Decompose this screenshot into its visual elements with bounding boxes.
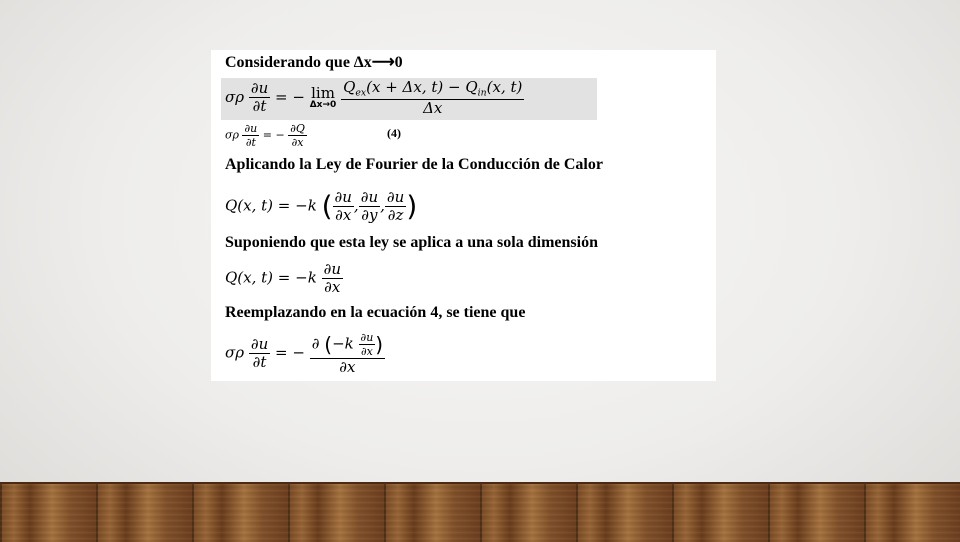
equation-4: σρ $\frac{\partial u}{\partial t}$ = − $\frac{\partial Q}{\partial x}$ [225,122,305,149]
text-fourier: Aplicando la Ley de Fourier de la Conducción de Calor [225,156,603,173]
equation-fourier-1d: Q(x, t) = −k $\frac{\partial u}{\partial x}$ [225,260,341,296]
equation-result: σρ $\frac{\partial u}{\partial t}$ = − ∂ (−k $\frac{\partial u}{\partial x}$ ) ∂x [225,331,384,376]
equation-image [211,50,716,381]
text-reemplazando: Reemplazando en la ecuación 4, se tiene que [225,304,526,321]
wooden-floor [0,482,960,542]
equation-fourier-3d: Q(x, t) = −k ( $\frac{\partial u}{\partial x}$ , $\frac{\partial u}{\partial y}$ , $\frac{\partial u}{\partial z}$ ) [225,188,418,224]
text-suponiendo: Suponiendo que esta ley se aplica a una sola dimensión [225,234,598,251]
equation-limit: σρ $\frac{\partial u}{\partial t}$ = − lim Δx→0 $\frac{Q_{ex}(x + \Delta x, t) - Q_{in}(x, t)}{\Delta x}$ [225,78,523,117]
text-considerando: Considerando que ∆x⟶0 [225,54,403,71]
equation-number: (4) [387,126,401,140]
